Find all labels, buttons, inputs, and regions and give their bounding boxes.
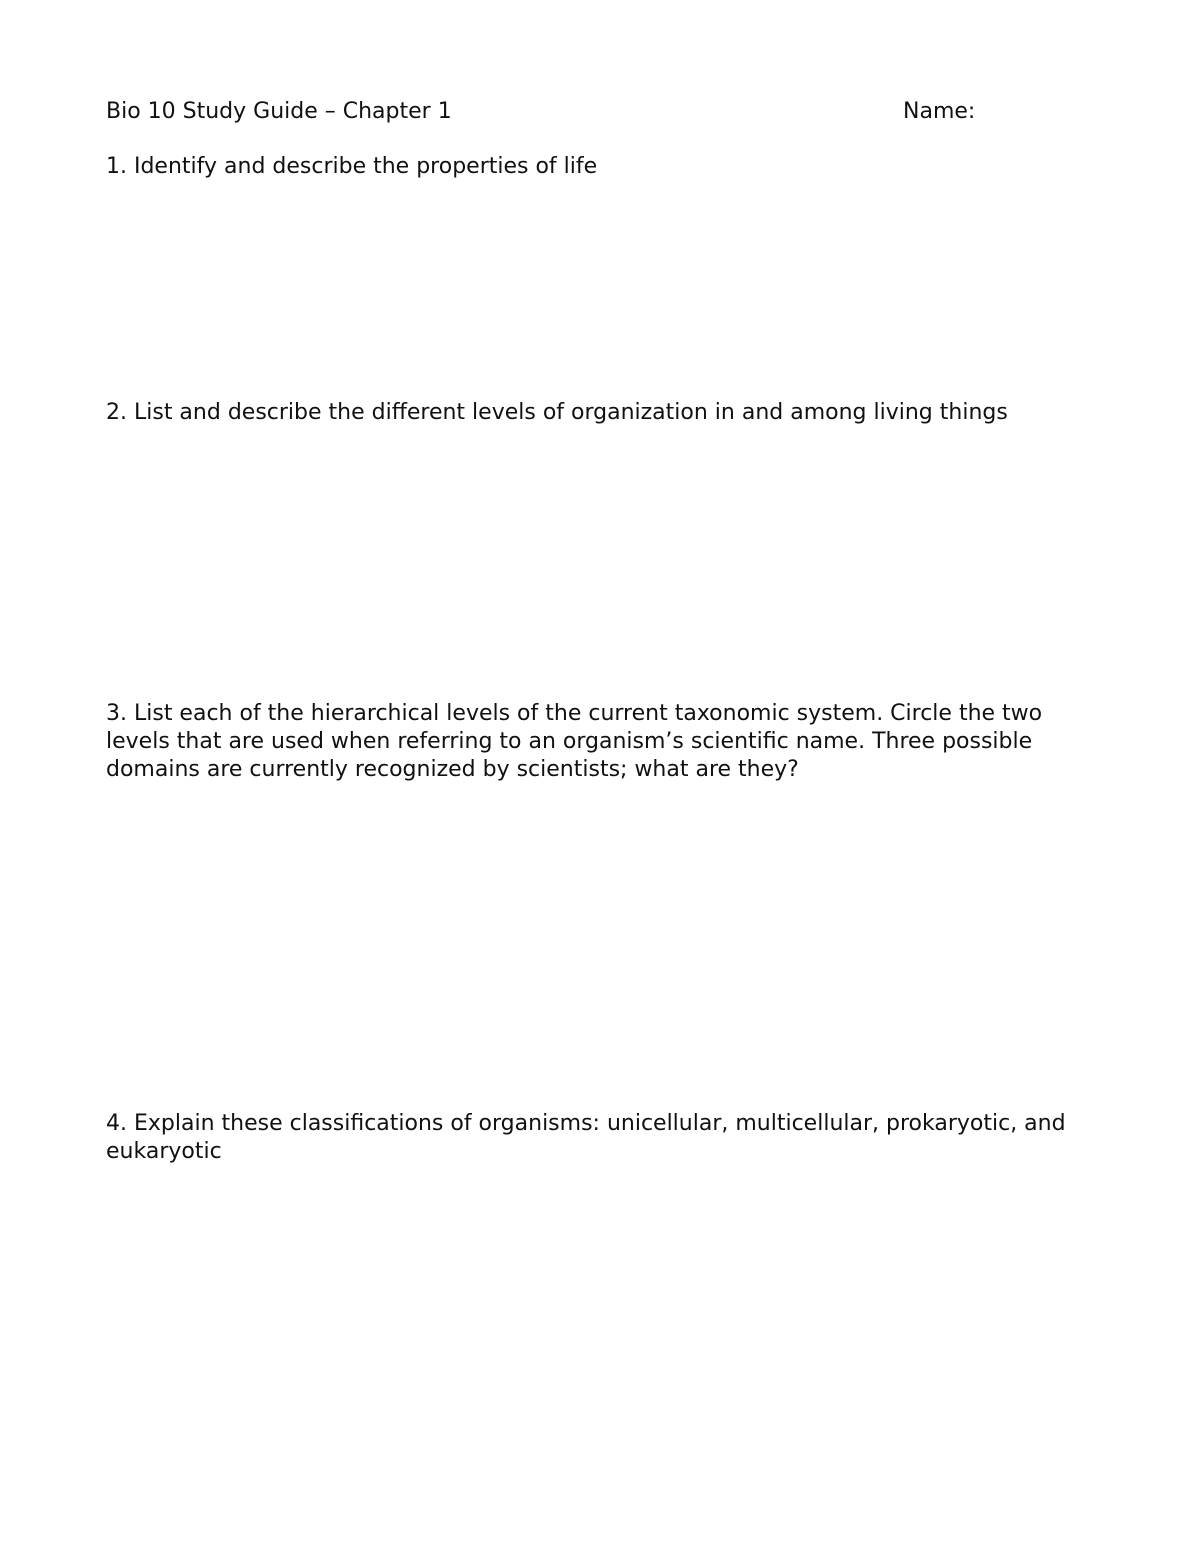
document-title: Bio 10 Study Guide – Chapter 1 xyxy=(106,99,452,124)
question-1: 1. Identify and describe the properties of life xyxy=(106,154,598,179)
question-2: 2. List and describe the different levels of organization in and among living things xyxy=(106,400,1008,425)
question-3: 3. List each of the hierarchical levels of the current taxonomic system. Circle the two levels that are used when referring to an organism’s scientific name. Three possible domains are currently recognized by scientists; what are they? xyxy=(106,701,1043,782)
question-4: 4. Explain these classifications of organisms: unicellular, multicellular, prokaryotic, and eukaryotic xyxy=(106,1111,1066,1164)
name-label: Name: xyxy=(903,99,976,124)
